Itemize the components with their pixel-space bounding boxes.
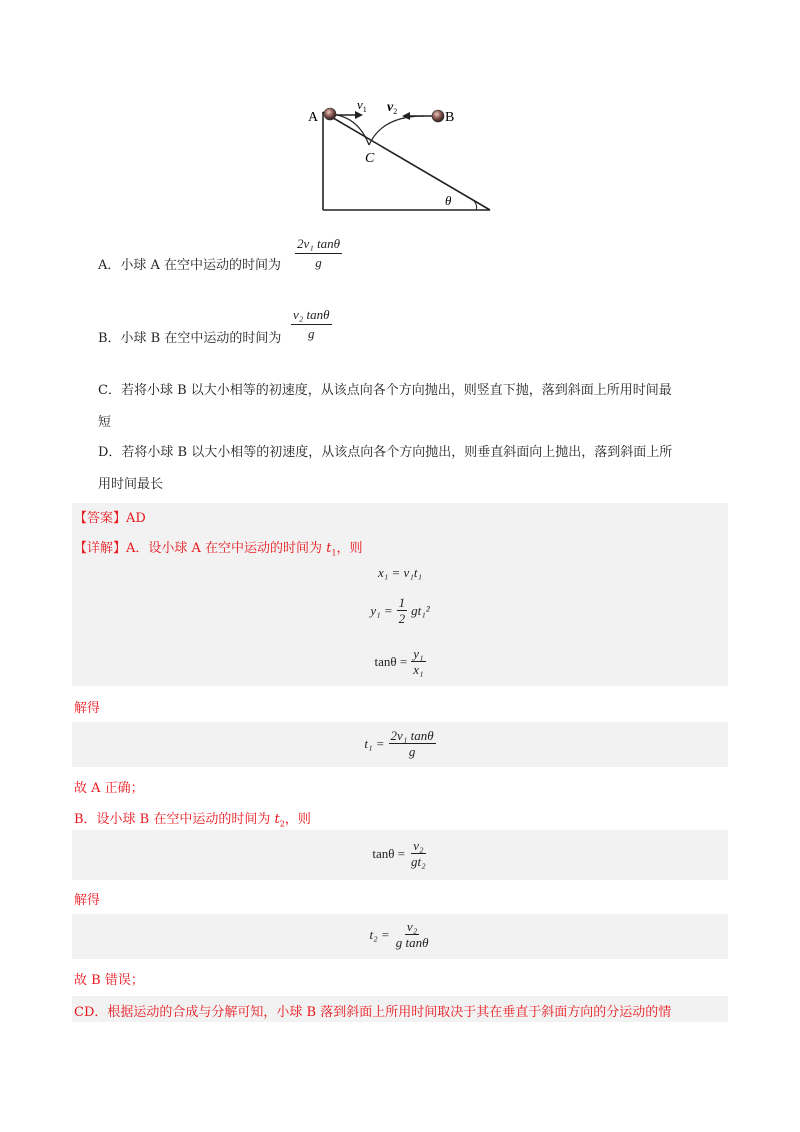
- label-v1: $v_1$: [357, 98, 367, 114]
- equation-5: [72, 838, 728, 869]
- B-detail-text: B．设小球 B 在空中运动的时间为: [74, 812, 275, 827]
- ball-B: [432, 110, 444, 122]
- solve-2: 解得: [74, 893, 101, 908]
- conclusion-A: 故 A 正确；: [74, 781, 144, 796]
- solution-box-1: [72, 503, 728, 686]
- detail-text: A．设小球 A 在空中运动的时间为: [126, 541, 327, 556]
- option-A-fraction: [295, 236, 342, 271]
- equation-3: [72, 646, 728, 677]
- solution-box-3: [72, 830, 728, 880]
- projectile-incline-figure: [300, 98, 500, 216]
- equation-5-denominator: gt₂: [411, 854, 426, 869]
- equation-2-numerator: 1: [398, 595, 406, 610]
- v2-arrow-head: [402, 112, 410, 120]
- trajectory-B: [369, 116, 424, 145]
- B-detail-var: t: [274, 812, 280, 827]
- option-C-line2: 短: [98, 415, 112, 430]
- detail-tag: 【详解】: [74, 541, 127, 556]
- equation-4-denominator: g: [408, 744, 416, 759]
- CD-explanation: CD．根据运动的合成与分解可知，小球 B 落到斜面上所用时间取决于其在垂直于斜面方向的分运动的情: [74, 1005, 672, 1020]
- solution-box-2: [72, 722, 728, 767]
- option-B-fraction: [291, 307, 332, 342]
- option-B: B．小球 B 在空中运动的时间为: [98, 331, 282, 346]
- label-v2: $v_2$: [387, 100, 398, 116]
- option-A-numerator: 2v₁ tanθ: [295, 236, 342, 254]
- detail-line: [74, 537, 363, 558]
- B-detail-line: [74, 808, 311, 829]
- equation-4-numerator: 2v₁ tanθ: [390, 728, 434, 743]
- option-C-line1: C．若将小球 B 以大小相等的初速度，从该点向各个方向抛出，则竖直下抛，落到斜面上所用时间最: [98, 383, 672, 398]
- equation-5-left: tanθ =: [372, 845, 406, 861]
- equation-6-left: t₂ =: [369, 926, 390, 942]
- answer-line: 【答案】AD: [74, 511, 146, 526]
- equation-4: [72, 728, 728, 759]
- label-A: A: [308, 110, 319, 125]
- equation-6-numerator: v₂: [406, 919, 418, 934]
- option-A-denominator: g: [315, 255, 322, 270]
- equation-5-numerator: v₂: [413, 838, 424, 853]
- incline-line: [323, 112, 490, 210]
- option-A: A．小球 A 在空中运动的时间为: [98, 258, 282, 273]
- equation-2-denominator: 2: [398, 611, 406, 626]
- option-B-denominator: g: [308, 326, 315, 341]
- equation-3-denominator: x₁: [413, 662, 424, 677]
- equation-3-left: tanθ =: [374, 653, 408, 669]
- B-detail-end: ，则: [284, 812, 311, 827]
- option-B-numerator: v₂ tanθ: [291, 307, 332, 325]
- detail-var-sub: 1: [331, 548, 337, 558]
- equation-1: [72, 565, 728, 581]
- equation-2-left: y₁ =: [370, 602, 393, 618]
- equation-6-denominator: g tanθ: [395, 935, 429, 950]
- option-D-line1: D．若将小球 B 以大小相等的初速度，从该点向各个方向抛出，则垂直斜面向上抛出，落到斜面上所: [98, 445, 673, 460]
- equation-1-text: x₁ = v₁t₁: [378, 565, 422, 580]
- option-D-line2: 用时间最长: [98, 477, 164, 492]
- detail-var: t: [326, 541, 332, 556]
- equation-6: [72, 919, 728, 950]
- solution-box-5: [72, 996, 728, 1022]
- label-theta: θ: [445, 193, 452, 208]
- equation-3-numerator: y₁: [413, 646, 424, 661]
- equation-2-right: gt₁²: [411, 602, 430, 618]
- conclusion-B: 故 B 错误；: [74, 973, 144, 988]
- B-detail-var-sub: 2: [279, 819, 285, 829]
- label-C: C: [365, 151, 375, 166]
- equation-4-left: t₁ =: [364, 735, 385, 751]
- equation-2: [72, 595, 728, 626]
- label-B: B: [445, 110, 455, 125]
- detail-end: ，则: [336, 541, 363, 556]
- ball-A: [324, 108, 336, 120]
- solve-1: 解得: [74, 701, 101, 716]
- solution-box-4: [72, 914, 728, 959]
